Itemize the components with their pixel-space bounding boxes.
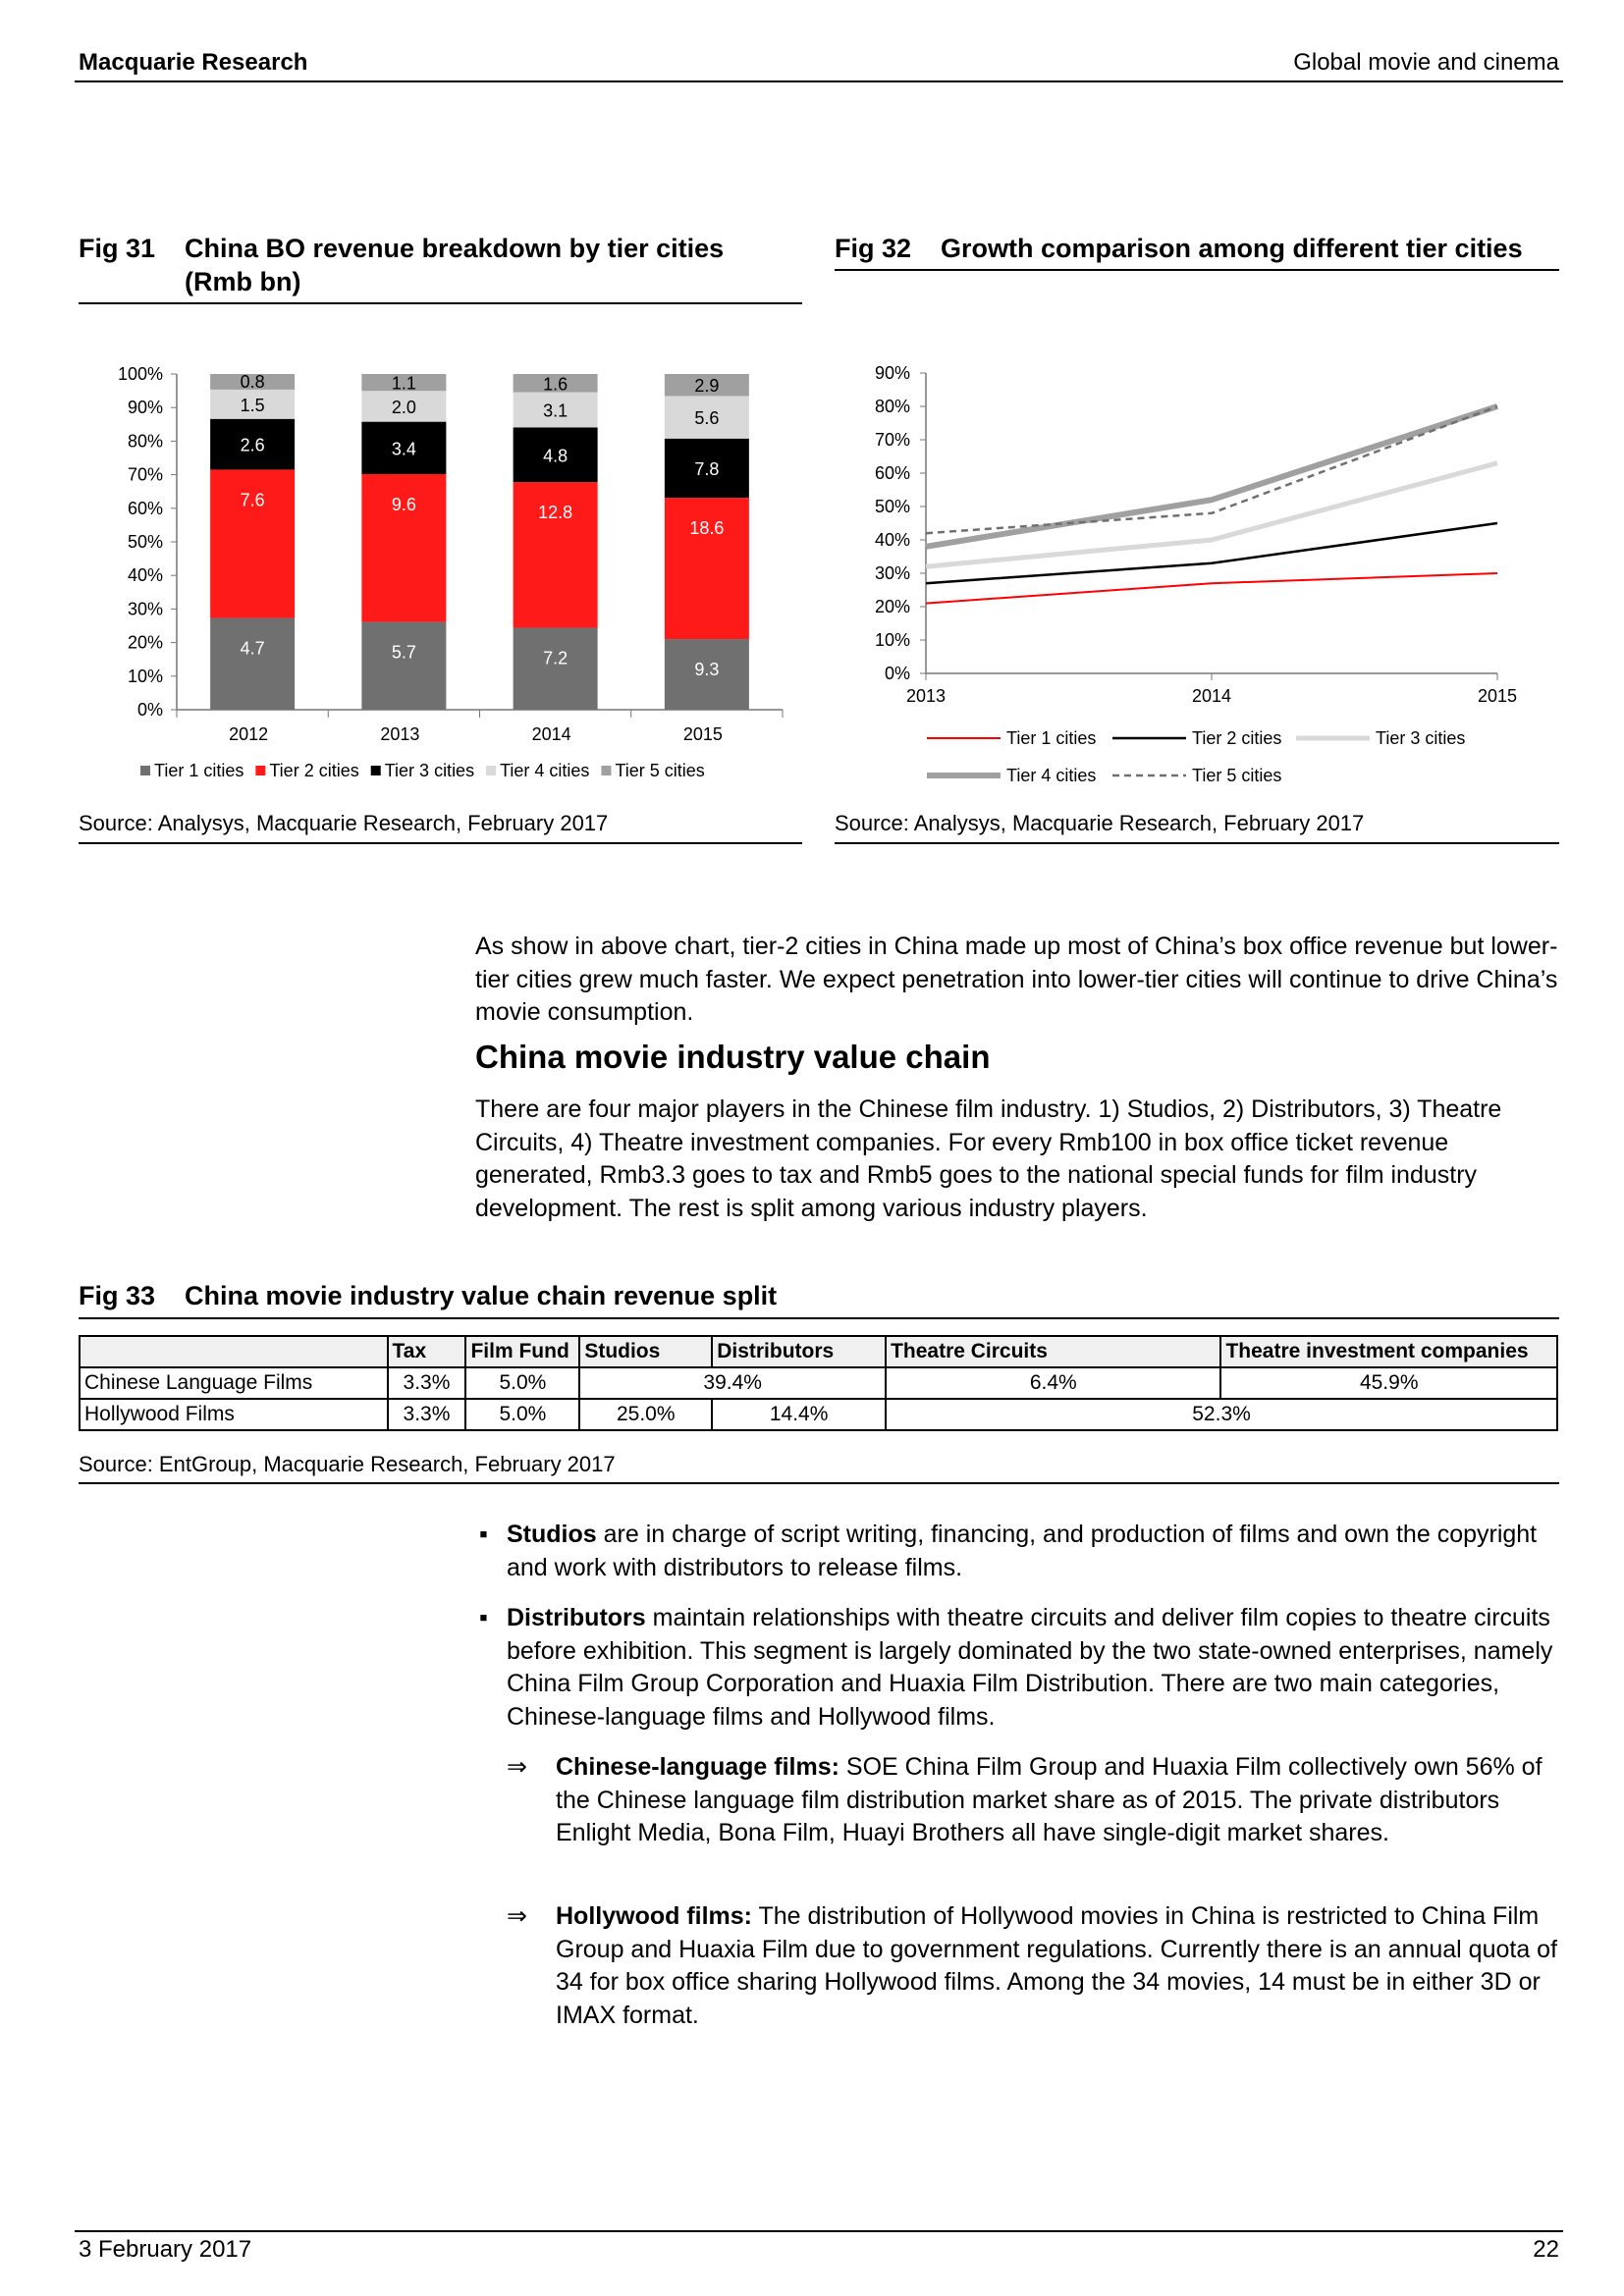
header-publisher: Macquarie Research xyxy=(79,49,308,76)
y-tick-label: 90% xyxy=(874,363,910,383)
legend-label: Tier 2 cities xyxy=(1192,728,1282,748)
y-tick-label: 70% xyxy=(874,430,910,450)
double-arrow-icon: ⇒ xyxy=(507,1902,527,1930)
legend-swatch xyxy=(255,766,265,775)
bullet-text: maintain relationships with theatre circuits and deliver film copies to theatre circuits before exhibition. This segment is largely dominated by the two state-owned enterprises, namely China Film Group Corporation and Huaxia Film Distribution. There are two main categories, Chinese-language films and Hollywood films. xyxy=(507,1604,1553,1731)
table-header: Studios xyxy=(579,1336,712,1367)
fig32-source-rule xyxy=(835,842,1559,844)
footer-rule xyxy=(75,2230,1563,2232)
y-tick-label: 60% xyxy=(874,463,910,483)
y-tick-label: 50% xyxy=(874,497,910,516)
table-cell: 5.0% xyxy=(465,1399,579,1430)
table-cell: 45.9% xyxy=(1220,1367,1557,1399)
table-row xyxy=(80,1367,1557,1399)
footer-page-number: 22 xyxy=(1533,2236,1559,2263)
bullet-term: Hollywood films: xyxy=(556,1902,752,1930)
data-label: 9.3 xyxy=(694,660,720,680)
bar-segment xyxy=(210,618,295,710)
fig33-number: Fig 33 xyxy=(79,1281,156,1310)
table-cell: 25.0% xyxy=(579,1399,712,1430)
fig32-source: Source: Analysys, Macquarie Research, February 2017 xyxy=(835,811,1365,835)
fig33-title xyxy=(79,1279,777,1312)
table-header: Tax xyxy=(388,1336,466,1367)
square-bullet-icon: ▪ xyxy=(479,1604,488,1631)
y-tick-label: 40% xyxy=(127,565,163,586)
bar-segment xyxy=(361,622,446,710)
bullet-text: The distribution of Hollywood movies in China is restricted to China Film Group and Huaxia Film due to government regulations. Currently there is an annual quota of 34 for box office sharing Hollywood films. Among the 34 movies, 14 must be in either 3D or IMAX format. xyxy=(556,1902,1558,2029)
fig32-number: Fig 32 xyxy=(835,234,912,263)
table-cell: 3.3% xyxy=(388,1399,466,1430)
x-tick-label: 2014 xyxy=(531,724,571,744)
bullet-studios xyxy=(479,1519,1561,1584)
y-tick-label: 70% xyxy=(127,464,163,485)
data-label: 12.8 xyxy=(538,503,573,523)
x-tick-label: 2012 xyxy=(229,724,269,744)
legend-label: Tier 1 cities xyxy=(1006,728,1097,748)
table-header xyxy=(80,1336,388,1367)
table-row xyxy=(80,1399,1557,1430)
bullet-text: are in charge of script writing, financing, and production of films and own the copyright and work with distributors to release films. xyxy=(507,1521,1538,1581)
footer-date: 3 February 2017 xyxy=(79,2236,252,2263)
table-header-row xyxy=(80,1336,1557,1367)
legend-swatch xyxy=(601,766,611,775)
y-tick-label: 10% xyxy=(127,666,163,686)
y-tick-label: 40% xyxy=(874,530,910,550)
fig31-number: Fig 31 xyxy=(79,234,156,263)
double-arrow-icon: ⇒ xyxy=(507,1753,527,1781)
table-cell: 5.0% xyxy=(465,1367,579,1399)
x-tick-label: 2013 xyxy=(380,724,420,744)
header-report-title: Global movie and cinema xyxy=(1293,49,1559,76)
subbullet-hollywood-films xyxy=(507,1900,1561,2032)
data-label: 3.1 xyxy=(543,400,568,421)
y-tick-label: 80% xyxy=(127,431,163,452)
fig33-title-rule xyxy=(79,1317,1559,1319)
y-tick-label: 90% xyxy=(127,398,163,418)
legend-label: Tier 4 cities xyxy=(1006,766,1097,785)
bullet-term: Distributors xyxy=(507,1604,646,1631)
y-tick-label: 30% xyxy=(127,599,163,619)
fig32-caption: Growth comparison among different tier cities xyxy=(941,234,1523,263)
legend-label: Tier 5 cities xyxy=(1192,766,1282,785)
table-cell: 6.4% xyxy=(886,1367,1220,1399)
bullet-text: SOE China Film Group and Huaxia Film collectively own 56% of the Chinese language film distribution market share as of 2015. The private distributors Enlight Media, Bona Film, Huayi Brothers all have single-digit market shares. xyxy=(556,1753,1543,1846)
x-tick-label: 2013 xyxy=(905,686,947,706)
x-tick-label: 2014 xyxy=(1191,686,1232,706)
y-tick-label: 60% xyxy=(127,498,163,518)
y-tick-label: 0% xyxy=(136,700,163,720)
data-label: 2.0 xyxy=(391,397,416,417)
data-label: 5.6 xyxy=(694,408,720,429)
series-line xyxy=(926,406,1497,547)
x-tick-label: 2015 xyxy=(682,724,723,744)
data-label: 1.6 xyxy=(543,374,568,395)
table-cell: 14.4% xyxy=(712,1399,886,1430)
paragraph-value-chain: There are four major players in the Chinese film industry. 1) Studios, 2) Distributors, 3) Theatre Circuits, 4) Theatre investment companies. For every Rmb100 in box office ticket revenue generated, Rmb3.3 goes to tax and Rmb5 goes to the national special funds for film industry development. The rest is split among various industry players. xyxy=(475,1095,1502,1222)
data-label: 5.7 xyxy=(391,642,416,663)
y-tick-label: 20% xyxy=(127,632,163,653)
table-cell: Chinese Language Films xyxy=(80,1367,388,1399)
section-heading: China movie industry value chain xyxy=(475,1039,991,1075)
fig32-title-rule xyxy=(835,269,1559,271)
table-cell: 52.3% xyxy=(886,1399,1557,1430)
bar-segment xyxy=(514,628,598,710)
square-bullet-icon: ▪ xyxy=(479,1521,488,1548)
table-cell: 3.3% xyxy=(388,1367,466,1399)
y-tick-label: 10% xyxy=(874,630,910,650)
data-label: 7.8 xyxy=(694,458,720,479)
subbullet-chinese-films xyxy=(507,1751,1561,1850)
legend-swatch xyxy=(371,766,381,775)
data-label: 7.6 xyxy=(240,490,265,510)
fig31-caption: China BO revenue breakdown by tier cities (Rmb bn) xyxy=(185,234,725,296)
bar-chart-fig31 xyxy=(0,0,1624,844)
data-label: 2.9 xyxy=(694,376,720,397)
y-tick-label: 30% xyxy=(874,563,910,583)
data-label: 18.6 xyxy=(689,518,725,539)
table-header: Distributors xyxy=(712,1336,886,1367)
bullet-distributors xyxy=(479,1602,1561,1734)
table-cell: Hollywood Films xyxy=(80,1399,388,1430)
fig33-caption: China movie industry value chain revenue split xyxy=(185,1281,778,1310)
data-label: 1.1 xyxy=(391,373,416,394)
bullet-term: Chinese-language films: xyxy=(556,1753,839,1781)
table-cell: 39.4% xyxy=(579,1367,886,1399)
data-label: 3.4 xyxy=(391,439,416,459)
y-tick-label: 50% xyxy=(127,532,163,552)
x-tick-label: 2015 xyxy=(1477,686,1518,706)
data-label: 1.5 xyxy=(240,395,265,415)
data-label: 4.8 xyxy=(543,446,568,466)
legend-label: Tier 5 cities xyxy=(615,761,705,780)
value-chain-table xyxy=(79,1335,1558,1431)
table-header: Theatre investment companies xyxy=(1220,1336,1557,1367)
series-line xyxy=(926,406,1497,533)
data-label: 0.8 xyxy=(240,371,265,392)
y-tick-label: 0% xyxy=(884,664,910,683)
fig32-title xyxy=(835,232,1523,265)
table-header: Film Fund xyxy=(465,1336,579,1367)
data-label: 7.2 xyxy=(543,648,568,668)
data-label: 2.6 xyxy=(240,435,265,455)
data-label: 4.7 xyxy=(240,638,265,659)
table-header: Theatre Circuits xyxy=(886,1336,1220,1367)
data-label: 9.6 xyxy=(391,494,416,514)
legend-label: Tier 2 cities xyxy=(269,761,359,780)
legend-label: Tier 3 cities xyxy=(384,761,475,780)
fig33-source-rule xyxy=(79,1482,1559,1484)
fig33-source: Source: EntGroup, Macquarie Research, February 2017 xyxy=(79,1452,616,1476)
y-tick-label: 100% xyxy=(117,364,163,384)
y-tick-label: 80% xyxy=(874,397,910,416)
legend-label: Tier 1 cities xyxy=(154,761,244,780)
y-tick-label: 20% xyxy=(874,597,910,616)
legend-swatch xyxy=(486,766,496,775)
series-line xyxy=(926,463,1497,566)
paragraph-chart-commentary: As show in above chart, tier-2 cities in China made up most of China’s box office revenue but lower-tier cities grew much faster. We expect penetration into lower-tier cities will continue to drive China’s movie consumption. xyxy=(475,933,1558,1026)
bullet-term: Studios xyxy=(507,1521,597,1548)
legend-label: Tier 4 cities xyxy=(500,761,590,780)
legend-swatch xyxy=(140,766,150,775)
fig31-source-rule xyxy=(79,842,802,844)
legend-label: Tier 3 cities xyxy=(1376,728,1466,748)
fig31-source: Source: Analysys, Macquarie Research, February 2017 xyxy=(79,811,609,835)
